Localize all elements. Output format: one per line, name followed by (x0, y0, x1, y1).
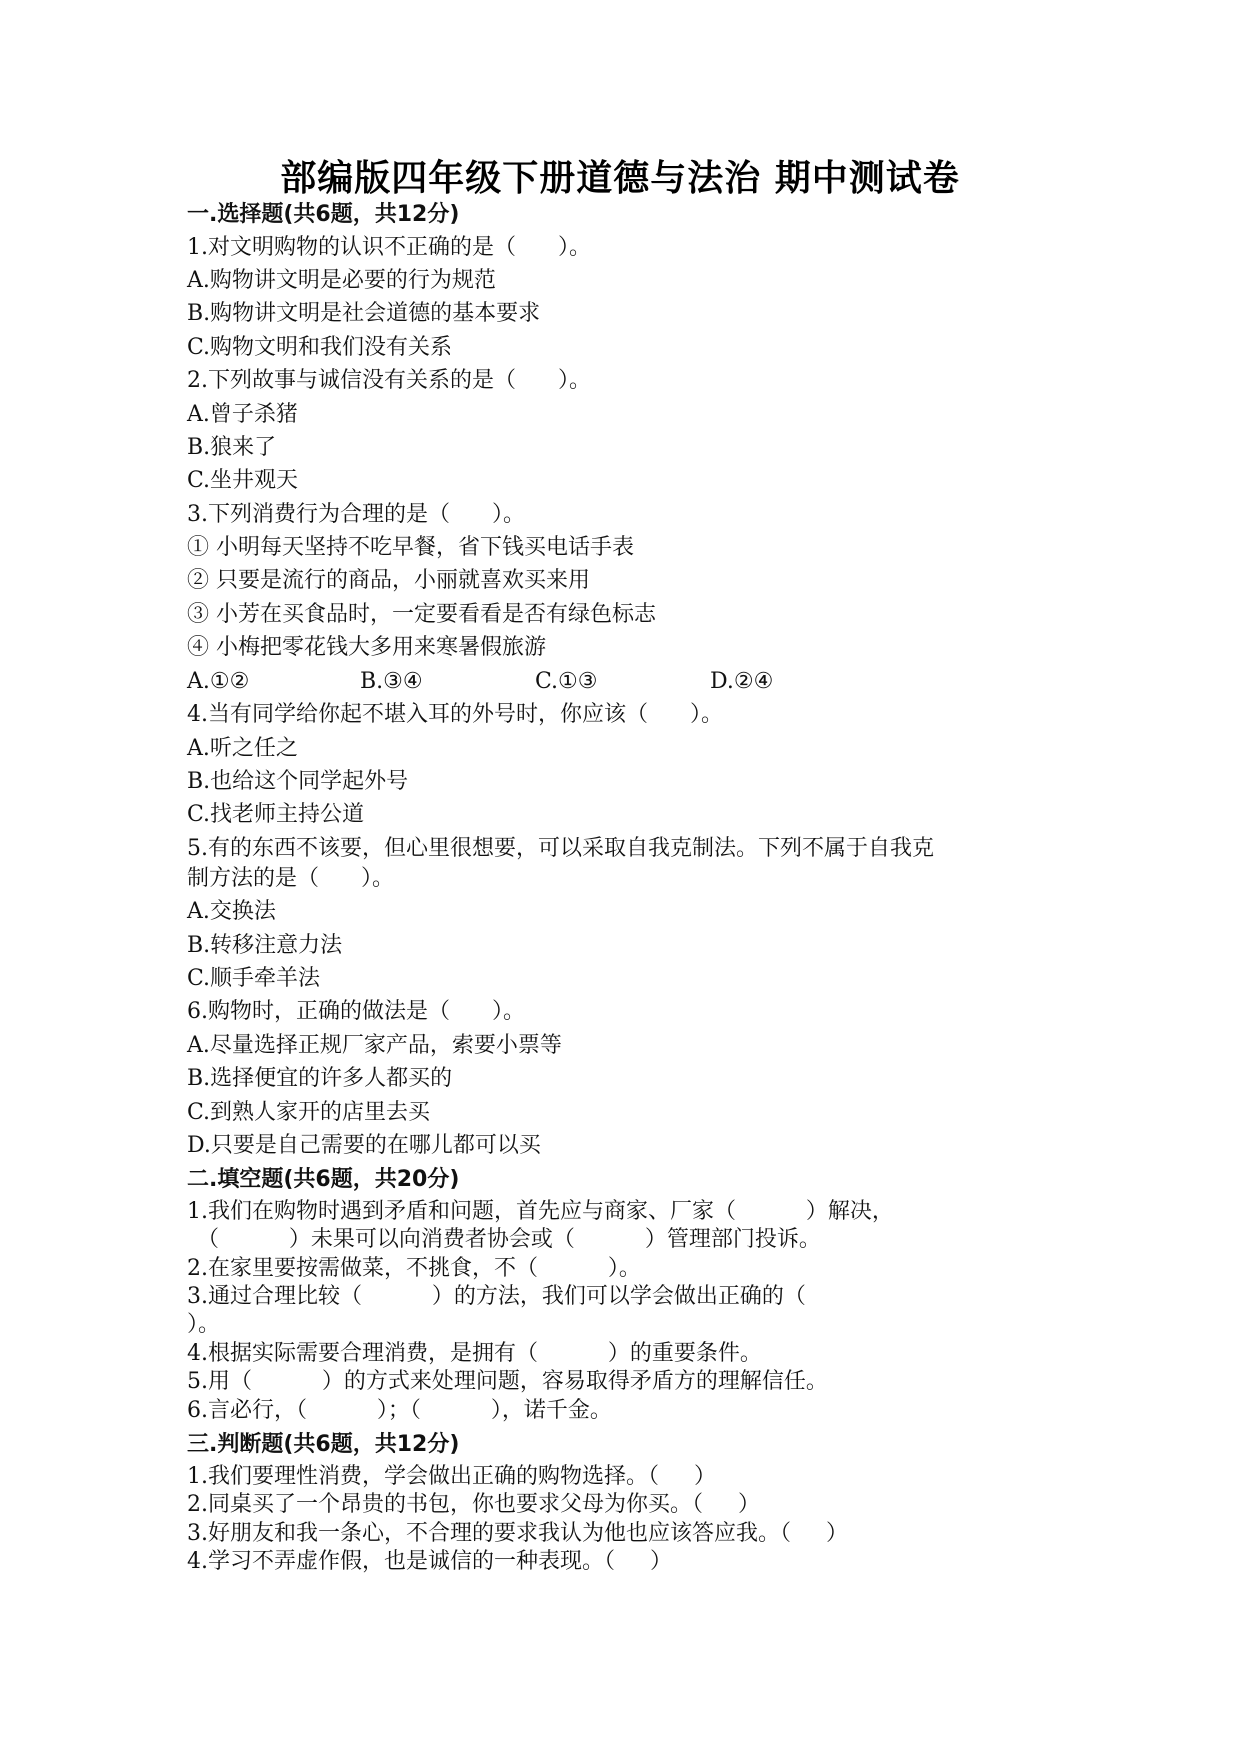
option-text: C.购物文明和我们没有关系 (187, 335, 453, 360)
question-stem: 制方法的是（ ）。 (187, 866, 394, 891)
option-text: B.选择便宜的许多人都买的 (187, 1066, 453, 1091)
option-text: B.③④ (360, 669, 423, 694)
option-text: C.坐井观天 (187, 468, 299, 493)
option-text: A.购物讲文明是必要的行为规范 (187, 268, 496, 293)
fill-question: ）。 (187, 1312, 221, 1337)
question-stem: 1.对文明购物的认识不正确的是（ ）。 (187, 235, 591, 260)
statement-text: ② 只要是流行的商品，小丽就喜欢买来用 (187, 568, 590, 593)
fill-question: 5.用（ ）的方式来处理问题，容易取得矛盾方的理解信任。 (187, 1369, 828, 1394)
judge-question: 1.我们要理性消费，学会做出正确的购物选择。（ ） (187, 1464, 716, 1489)
option-text: B.也给这个同学起外号 (187, 769, 409, 794)
question-stem: 6.购物时，正确的做法是（ ）。 (187, 999, 525, 1024)
option-text: B.购物讲文明是社会道德的基本要求 (187, 301, 541, 326)
section-heading: 二.填空题(共6题，共20分) (187, 1167, 460, 1192)
statement-text: ③ 小芳在买食品时，一定要看看是否有绿色标志 (187, 602, 656, 627)
judge-question: 4.学习不弄虚作假，也是诚信的一种表现。（ ） (187, 1549, 672, 1574)
statement-text: ① 小明每天坚持不吃早餐，省下钱买电话手表 (187, 535, 634, 560)
question-stem: 5.有的东西不该要，但心里很想要，可以采取自我克制法。下列不属于自我克 (187, 836, 934, 861)
page-title: 部编版四年级下册道德与法治 期中测试卷 (280, 157, 960, 199)
section-heading: 三.判断题(共6题，共12分) (187, 1432, 460, 1457)
option-text: A.①② (187, 669, 250, 694)
question-stem: 4.当有同学给你起不堪入耳的外号时，你应该（ ）。 (187, 702, 723, 727)
fill-question: 6.言必行，（ ）；（ ），诺千金。 (187, 1398, 612, 1423)
question-stem: 2.下列故事与诚信没有关系的是（ ）。 (187, 368, 591, 393)
fill-question: （ ）未果可以向消费者协会或（ ）管理部门投诉。 (197, 1227, 821, 1252)
option-text: A.尽量选择正规厂家产品，索要小票等 (187, 1033, 562, 1058)
statement-text: ④ 小梅把零花钱大多用来寒暑假旅游 (187, 635, 546, 660)
option-text: D.只要是自己需要的在哪儿都可以买 (187, 1133, 541, 1158)
option-text: B.狼来了 (187, 435, 277, 460)
option-text: C.到熟人家开的店里去买 (187, 1100, 431, 1125)
option-text: B.转移注意力法 (187, 933, 343, 958)
option-text: C.①③ (535, 669, 598, 694)
option-text: D.②④ (710, 669, 774, 694)
section-heading: 一.选择题(共6题，共12分) (187, 202, 460, 227)
option-text: A.听之任之 (187, 736, 298, 761)
fill-question: 2.在家里要按需做菜，不挑食，不（ ）。 (187, 1256, 641, 1281)
question-stem: 3.下列消费行为合理的是（ ）。 (187, 502, 525, 527)
fill-question: 1.我们在购物时遇到矛盾和问题，首先应与商家、厂家（ ）解决， (187, 1199, 894, 1224)
option-text: A.曾子杀猪 (187, 402, 298, 427)
option-text: C.找老师主持公道 (187, 802, 365, 827)
fill-question: 4.根据实际需要合理消费，是拥有（ ）的重要条件。 (187, 1341, 762, 1366)
judge-question: 3.好朋友和我一条心，不合理的要求我认为他也应该答应我。（ ） (187, 1521, 848, 1546)
option-text: A.交换法 (187, 899, 276, 924)
fill-question: 3.通过合理比较（ ）的方法，我们可以学会做出正确的（ (187, 1284, 806, 1309)
judge-question: 2.同桌买了一个昂贵的书包，你也要求父母为你买。（ ） (187, 1492, 760, 1517)
option-text: C.顺手牵羊法 (187, 966, 321, 991)
